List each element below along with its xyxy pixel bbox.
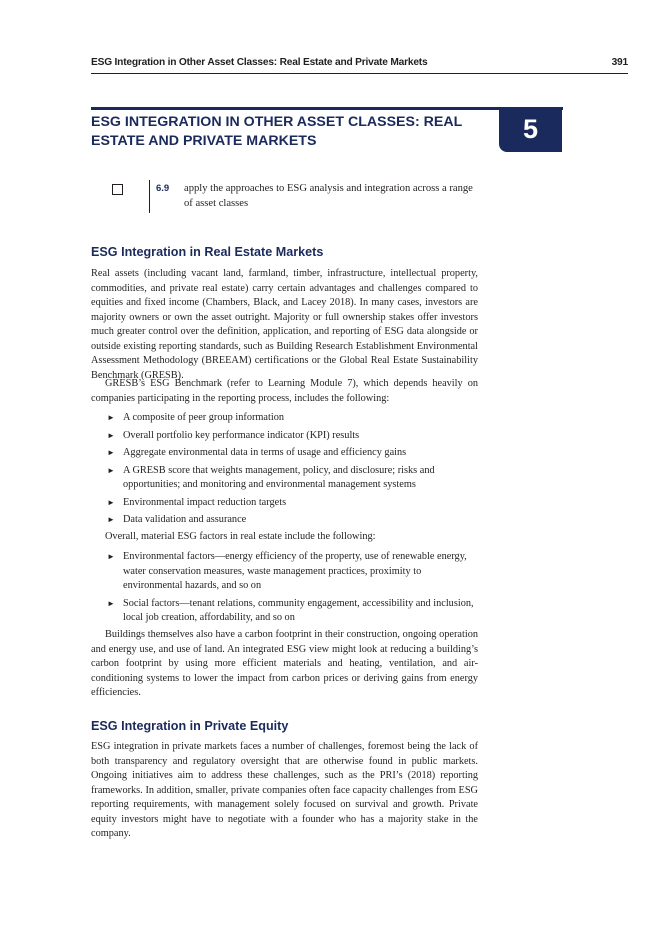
list-item-text: Data validation and assurance [123, 514, 247, 525]
section-heading-real-estate: ESG Integration in Real Estate Markets [91, 245, 324, 259]
list-item [107, 429, 478, 444]
real-estate-paragraph-1: Real assets (including vacant land, farmland, timber, infrastructure, intellectual property, commodities, and private real estate) carry certain advantages and challenges compared to equities and fixed income (Chambers, Black, and Lacey 2018). In many cases, investors are majority owners or own the asset outright. Majority or full ownership stakes offer investors much greater control over the definition, application, and reporting of ESG data alongside or outside existing reporting standards, such as Building Research Establishment Environmental Assessment Methodology (BREEAM) certifications or the Global Real Estate Sustainability Benchmark (GRESB). [91, 268, 478, 381]
bullet-arrow-icon: ► [107, 430, 115, 440]
bullet-arrow-icon: ► [107, 448, 115, 457]
list-item-text: Environmental impact reduction targets [123, 496, 287, 508]
chapter-rule [91, 107, 563, 110]
material-factors-list [107, 550, 478, 626]
list-item-text: Environmental factors—energy efficiency of the property, use of renewable energy, water conservation measures, waste management practices, proximity to environmental hazards, and so on [123, 551, 467, 591]
bullet-arrow-icon: ► [107, 497, 115, 507]
gresb-benchmark-list [107, 411, 478, 528]
real-estate-paragraph-4: Buildings themselves also have a carbon footprint in their construction, ongoing operation and energy use, and use of land. An integrated ESG view might look at reducing a building’s carbon footprint by using more efficient materials and heating, ventilation, and air-conditioning systems to lower the impact from carbon prices or deriving gains from energy efficiencies. [91, 629, 478, 698]
list-item [107, 496, 478, 511]
list-item [107, 597, 478, 626]
los-number: 6.9 [156, 183, 170, 194]
list-item [107, 513, 478, 528]
section-heading-private-equity: ESG Integration in Private Equity [91, 719, 289, 733]
bullet-arrow-icon: ► [107, 413, 115, 422]
private-equity-paragraph-1: ESG integration in private markets faces a number of challenges, foremost being the lack of both transparency and regulatory oversight that are otherwise found in public markets. Ongoing initiatives aim to address these challenges, such as the PRI’s (2018) reporting frameworks. In addition, smaller, private companies often face capacity challenges from ESG reporting requirements, with management solely focused on survival and growth. Private equity investors might have to negotiate with a founder who has a majority stake in the company. [91, 741, 478, 839]
list-item-text: A composite of peer group information [123, 412, 284, 423]
los-divider [149, 180, 150, 213]
header-divider [91, 73, 628, 74]
page-number: 391 [611, 57, 628, 68]
running-header-title: ESG Integration in Other Asset Classes: Real Estate and Private Markets [91, 57, 428, 68]
list-item-text: Social factors—tenant relations, community engagement, accessibility and inclusion, local job creation, affordability, and so on [123, 597, 474, 623]
bullet-arrow-icon: ► [107, 552, 115, 561]
los-checkbox[interactable] [112, 184, 123, 195]
bullet-arrow-icon: ► [107, 515, 115, 524]
bullet-arrow-icon: ► [107, 465, 115, 475]
list-item-text: Aggregate environmental data in terms of usage and efficiency gains [123, 447, 407, 458]
real-estate-paragraph-3: Overall, material ESG factors in real estate include the following: [105, 531, 376, 542]
chapter-title: ESG INTEGRATION IN OTHER ASSET CLASSES: REAL ESTATE AND PRIVATE MARKETS [91, 114, 463, 149]
list-item-text: Overall portfolio key performance indicator (KPI) results [123, 429, 360, 441]
list-item [107, 411, 478, 426]
real-estate-paragraph-2: GRESB’s ESG Benchmark (refer to Learning Module 7), which depends heavily on companies participating in the reporting process, includes the following: [91, 378, 478, 404]
list-item [107, 464, 478, 493]
bullet-arrow-icon: ► [107, 598, 115, 608]
list-item [107, 446, 478, 461]
list-item [107, 550, 478, 594]
chapter-number-badge: 5 [499, 107, 562, 152]
los-text: apply the approaches to ESG analysis and integration across a range of asset classes [184, 183, 473, 209]
list-item-text: A GRESB score that weights management, policy, and disclosure; risks and opportunities; and monitoring and environmental management systems [123, 464, 435, 490]
